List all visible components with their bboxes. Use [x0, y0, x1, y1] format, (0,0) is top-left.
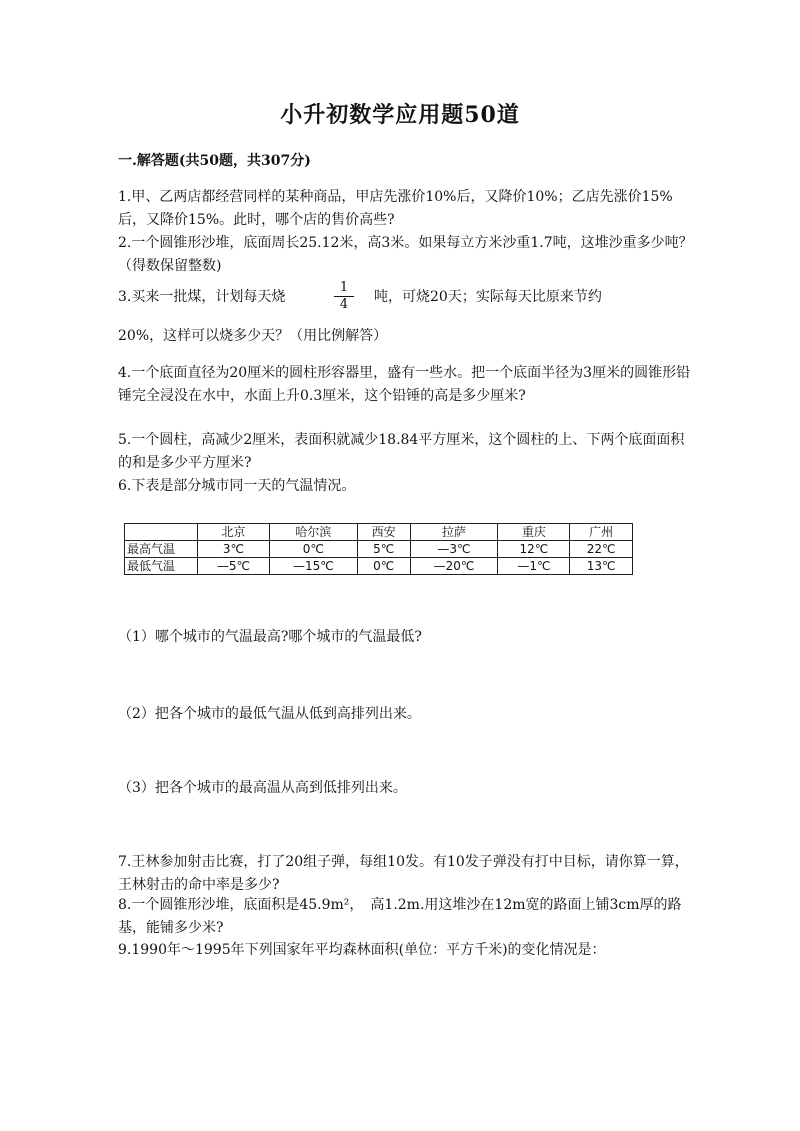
- table-header-cell: 重庆: [498, 524, 570, 541]
- table-cell: —1℃: [498, 558, 570, 575]
- table-cell: 5℃: [357, 541, 410, 558]
- section-heading: 一.解答题(共50题，共307分): [118, 153, 311, 169]
- question-2: 2.一个圆锥形沙堆，底面周长25.12米，高3米。如果每立方米沙重1.7吨，这堆沙重多少吨？（得数保留整数): [118, 235, 693, 274]
- question-7: 7.王林参加射击比赛，打了20组子弹，每组10发。有10发子弹没有打中目标，请你算一算，王林射击的命中率是多少?: [118, 854, 689, 893]
- question-3-text-a: 3.买来一批煤，计划每天烧: [118, 289, 286, 305]
- table-header-cell: 拉萨: [410, 524, 498, 541]
- question-4: 4.一个底面直径为20厘米的圆柱形容器里，盛有一些水。把一个底面半径为3厘米的圆锥形铅锤完全浸没在水中，水面上升0.3厘米，这个铅锤的高是多少厘米?: [118, 365, 691, 404]
- table-header-row: [125, 524, 633, 541]
- question-3-text-b: 吨，可烧20天；实际每天比原来节约: [374, 289, 602, 305]
- table-cell: —3℃: [410, 541, 498, 558]
- table-row-label: 最高气温: [125, 541, 198, 558]
- table-cell: —20℃: [410, 558, 498, 575]
- table-header-cell: 西安: [357, 524, 410, 541]
- question-6: 6.下表是部分城市同一天的气温情况。: [118, 478, 356, 494]
- table-cell: 12℃: [498, 541, 570, 558]
- table-cell: —15℃: [269, 558, 357, 575]
- table-row: [125, 558, 633, 575]
- table-cell: 3℃: [198, 541, 270, 558]
- question-6-part-2: （2）把各个城市的最低气温从低到高排列出来。: [118, 706, 421, 722]
- fraction-one-quarter: [334, 280, 354, 313]
- question-3-line-2: 20%，这样可以烧多少天？（用比例解答）: [118, 328, 388, 344]
- question-8: 8.一个圆锥形沙堆，底面积是45.9m²， 高1.2m.用这堆沙在12m宽的路面上铺3cm厚的路基，能铺多少米?: [118, 897, 682, 936]
- table-cell: 13℃: [570, 558, 633, 575]
- table-header-cell: 北京: [198, 524, 270, 541]
- fraction-denominator: 4: [339, 297, 349, 312]
- question-6-part-3: （3）把各个城市的最高温从高到低排列出来。: [118, 780, 407, 796]
- fraction-numerator: 1: [334, 280, 354, 297]
- table-cell: —5℃: [198, 558, 270, 575]
- page-title: 小升初数学应用题50道: [280, 102, 520, 128]
- table-header-cell: 哈尔滨: [269, 524, 357, 541]
- table-row-label: 最低气温: [125, 558, 198, 575]
- table-header-cell: 广州: [570, 524, 633, 541]
- table-row: [125, 541, 633, 558]
- table-cell: 22℃: [570, 541, 633, 558]
- question-1: 1.甲、乙两店都经营同样的某种商品，甲店先涨价10%后，又降价10%；乙店先涨价15%后，又降价15%。此时，哪个店的售价高些?: [118, 189, 673, 228]
- question-5: 5.一个圆柱，高减少2厘米，表面积就减少18.84平方厘米，这个圆柱的上、下两个底面面积的和是多少平方厘米?: [118, 432, 685, 471]
- question-9: 9.1990年～1995年下列国家年平均森林面积(单位：平方千米)的变化情况是：: [118, 942, 606, 958]
- question-6-part-1: （1）哪个城市的气温最高?哪个城市的气温最低?: [118, 629, 422, 645]
- table-corner-cell: [125, 524, 198, 541]
- table-cell: 0℃: [357, 558, 410, 575]
- table-cell: 0℃: [269, 541, 357, 558]
- temperature-table: [124, 523, 633, 575]
